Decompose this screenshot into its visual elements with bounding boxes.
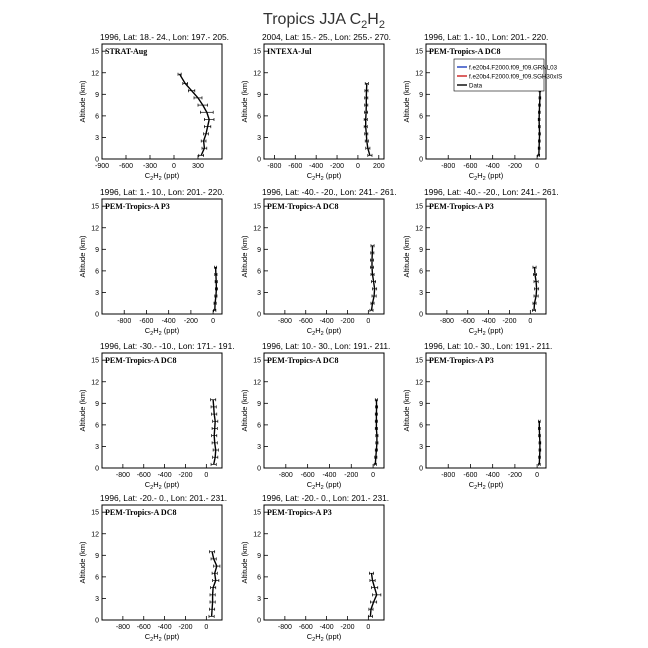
panel-frame (264, 353, 384, 468)
panel-header: 2004, Lat: 15.- 25., Lon: 255.- 270. (262, 32, 391, 42)
campaign-label: INTEXA-Jul (267, 47, 312, 56)
y-tick-label: 3 (257, 134, 261, 142)
x-tick-label: -400 (322, 472, 337, 479)
x-tick-label: -200 (344, 472, 359, 479)
y-tick-label: 15 (253, 203, 261, 211)
campaign-label: PEM-Tropics-A P3 (429, 356, 494, 365)
y-tick-label: 6 (95, 268, 99, 276)
x-tick-label: -800 (278, 472, 293, 479)
y-tick-label: 6 (257, 113, 261, 121)
campaign-label: PEM-Tropics-A DC8 (105, 508, 177, 517)
panel (240, 341, 390, 491)
y-tick-label: 6 (95, 574, 99, 582)
y-tick-label: 15 (253, 48, 261, 56)
x-tick-label: -800 (277, 624, 292, 631)
y-axis-label: Altitude (km) (78, 235, 87, 278)
y-tick-label: 15 (91, 203, 99, 211)
x-tick-label: -400 (485, 163, 500, 170)
x-tick-label: 0 (528, 318, 533, 325)
x-tick-label: 0 (204, 624, 209, 631)
x-tick-label: -800 (267, 163, 282, 170)
y-axis-label: Altitude (km) (78, 389, 87, 432)
y-tick-label: 9 (419, 246, 423, 254)
panel-grid (78, 32, 562, 643)
x-tick-label: -200 (502, 318, 517, 325)
x-tick-label: -800 (439, 318, 454, 325)
x-tick-label: -200 (330, 163, 345, 170)
data-series-line (372, 246, 375, 311)
y-tick-label: 0 (419, 156, 423, 164)
x-tick-label: -400 (309, 163, 324, 170)
x-tick-label: -600 (298, 624, 313, 631)
y-tick-label: 0 (419, 311, 423, 319)
campaign-label: PEM-Tropics-A DC8 (267, 202, 339, 211)
x-axis-label: $C_2H_2$ (ppt) (144, 480, 180, 491)
x-tick-label: -900 (94, 163, 110, 170)
x-tick-label: -400 (319, 624, 334, 631)
y-tick-label: 6 (257, 574, 261, 582)
x-tick-label: 0 (172, 163, 176, 170)
legend-label: Data (469, 82, 483, 90)
x-tick-label: -200 (178, 624, 193, 631)
y-tick-label: 0 (257, 465, 261, 473)
campaign-label: PEM-Tropics-A DC8 (105, 356, 177, 365)
x-axis-label: $C_2H_2$ (ppt) (144, 632, 180, 643)
data-series-line (539, 421, 540, 464)
x-tick-label: 0 (535, 472, 540, 479)
data-series-line (180, 74, 210, 155)
panel (402, 187, 559, 337)
y-axis-label: Altitude (km) (240, 235, 249, 278)
y-tick-label: 6 (419, 113, 423, 121)
y-tick-label: 15 (415, 203, 423, 211)
campaign-label: PEM-Tropics-A P3 (429, 202, 494, 211)
panel-header: 1996, Lat: -20.- 0., Lon: 201.- 231. (100, 493, 228, 503)
y-tick-label: 15 (91, 48, 99, 56)
y-tick-label: 0 (95, 617, 99, 625)
x-axis-label: $C_2H_2$ (ppt) (306, 480, 342, 491)
y-tick-label: 9 (257, 400, 261, 408)
panel-header: 1996, Lat: 18.- 24., Lon: 197.- 205. (100, 32, 229, 42)
x-tick-label: -600 (463, 472, 478, 479)
x-tick-label: 0 (204, 472, 209, 479)
panel (78, 493, 227, 643)
y-axis-label: Altitude (km) (402, 389, 411, 432)
panel-header: 1996, Lat: -20.- 0., Lon: 201.- 231. (262, 493, 390, 503)
panel (240, 32, 391, 182)
panel (78, 32, 229, 182)
panel-header: 1996, Lat: 10.- 30., Lon: 191.- 211. (424, 341, 553, 351)
x-tick-label: -400 (485, 472, 500, 479)
y-tick-label: 9 (95, 400, 99, 408)
campaign-label: PEM-Tropics-A DC8 (267, 356, 339, 365)
x-tick-label: 300 (192, 163, 204, 170)
panel (240, 187, 397, 337)
x-tick-label: -600 (136, 624, 151, 631)
legend-label: f.e20b4.F2000.f09_f09.GRNL03 (469, 64, 558, 72)
y-tick-label: 15 (253, 509, 261, 517)
x-axis-label: $C_2H_2$ (ppt) (306, 632, 342, 643)
y-tick-label: 15 (91, 509, 99, 517)
x-tick-label: 0 (535, 163, 540, 170)
y-tick-label: 3 (95, 595, 99, 603)
panel-frame (102, 505, 222, 620)
x-tick-label: -600 (463, 163, 478, 170)
x-tick-label: -200 (183, 318, 198, 325)
y-tick-label: 12 (253, 379, 261, 387)
campaign-label: PEM-Tropics-A P3 (105, 202, 170, 211)
panel-frame (264, 199, 384, 314)
y-tick-label: 12 (415, 70, 423, 78)
y-tick-label: 9 (95, 91, 99, 99)
x-tick-label: -600 (300, 472, 315, 479)
y-tick-label: 6 (419, 422, 423, 430)
panel (402, 341, 552, 491)
y-tick-label: 0 (95, 156, 99, 164)
y-axis-label: Altitude (km) (78, 541, 87, 584)
x-tick-label: -800 (115, 472, 130, 479)
x-tick-label: -800 (115, 624, 130, 631)
y-tick-label: 0 (257, 311, 261, 319)
y-tick-label: 9 (257, 246, 261, 254)
y-tick-label: 12 (415, 225, 423, 233)
y-tick-label: 9 (257, 552, 261, 560)
panel (240, 493, 389, 643)
y-tick-label: 15 (91, 357, 99, 365)
x-tick-label: -600 (118, 163, 134, 170)
y-tick-label: 3 (257, 595, 261, 603)
x-axis-label: $C_2H_2$ (ppt) (468, 171, 504, 182)
y-tick-label: 15 (253, 357, 261, 365)
y-axis-label: Altitude (km) (240, 389, 249, 432)
y-tick-label: 3 (257, 443, 261, 451)
y-tick-label: 12 (415, 379, 423, 387)
x-tick-label: 200 (372, 163, 385, 170)
data-series-line (366, 84, 370, 156)
y-tick-label: 9 (419, 400, 423, 408)
data-series-line (212, 552, 217, 617)
x-tick-label: -800 (441, 472, 456, 479)
panel-frame (102, 199, 222, 314)
y-tick-label: 0 (95, 465, 99, 473)
x-tick-label: -600 (298, 318, 313, 325)
panel-header: 1996, Lat: -40.- -20., Lon: 241.- 261. (262, 187, 397, 197)
y-tick-label: 6 (95, 113, 99, 121)
x-tick-label: -600 (288, 163, 303, 170)
y-tick-label: 9 (95, 246, 99, 254)
panel-header: 1996, Lat: -40.- -20., Lon: 241.- 261. (424, 187, 559, 197)
x-tick-label: 0 (366, 624, 371, 631)
y-tick-label: 12 (91, 70, 99, 78)
y-axis-label: Altitude (km) (402, 235, 411, 278)
campaign-label: PEM-Tropics-A DC8 (429, 47, 501, 56)
y-tick-label: 0 (257, 617, 261, 625)
x-axis-label: $C_2H_2$ (ppt) (468, 480, 504, 491)
panel (78, 341, 235, 491)
panel-header: 1996, Lat: 10.- 30., Lon: 191.- 211. (262, 341, 391, 351)
y-tick-label: 9 (419, 91, 423, 99)
y-tick-label: 12 (253, 70, 261, 78)
legend-label: f.e20b4.F2000.f09_f09.SGH30xIS (469, 73, 563, 81)
x-tick-label: -200 (507, 163, 522, 170)
y-tick-label: 12 (253, 225, 261, 233)
y-tick-label: 3 (95, 134, 99, 142)
y-tick-label: 9 (95, 552, 99, 560)
panel-frame (426, 199, 546, 314)
x-tick-label: 0 (371, 472, 376, 479)
data-series-line (375, 400, 377, 465)
campaign-label: PEM-Tropics-A P3 (267, 508, 332, 517)
x-tick-label: -400 (157, 624, 172, 631)
y-tick-label: 3 (419, 134, 423, 142)
y-axis-label: Altitude (km) (402, 80, 411, 123)
x-tick-label: -600 (139, 318, 154, 325)
y-tick-label: 6 (257, 422, 261, 430)
x-tick-label: 0 (366, 318, 371, 325)
data-series-line (213, 400, 216, 465)
y-tick-label: 12 (253, 531, 261, 539)
x-tick-label: -400 (481, 318, 496, 325)
x-axis-label: $C_2H_2$ (ppt) (306, 326, 342, 337)
x-tick-label: -200 (507, 472, 522, 479)
x-tick-label: -200 (340, 624, 355, 631)
y-axis-label: Altitude (km) (78, 80, 87, 123)
y-tick-label: 0 (95, 311, 99, 319)
panel-header: 1996, Lat: 1.- 10., Lon: 201.- 220. (100, 187, 225, 197)
y-tick-label: 6 (95, 422, 99, 430)
y-tick-label: 6 (257, 268, 261, 276)
y-tick-label: 12 (91, 379, 99, 387)
y-tick-label: 0 (419, 465, 423, 473)
y-tick-label: 3 (419, 443, 423, 451)
panel (402, 32, 562, 182)
figure-title: Tropics JJA $C_2H_2$ (263, 11, 385, 31)
panel-frame (264, 505, 384, 620)
x-tick-label: -400 (157, 472, 172, 479)
panel-frame (426, 353, 546, 468)
x-axis-label: $C_2H_2$ (ppt) (306, 171, 342, 182)
y-tick-label: 12 (91, 531, 99, 539)
y-tick-label: 0 (257, 156, 261, 164)
y-tick-label: 3 (95, 289, 99, 297)
y-tick-label: 12 (91, 225, 99, 233)
y-tick-label: 9 (257, 91, 261, 99)
y-axis-label: Altitude (km) (240, 541, 249, 584)
x-axis-label: $C_2H_2$ (ppt) (144, 171, 180, 182)
y-tick-label: 3 (257, 289, 261, 297)
y-tick-label: 3 (419, 289, 423, 297)
x-tick-label: 0 (211, 318, 216, 325)
y-axis-label: Altitude (km) (240, 80, 249, 123)
campaign-label: STRAT-Aug (105, 47, 148, 56)
x-tick-label: -400 (319, 318, 334, 325)
x-tick-label: -300 (142, 163, 158, 170)
x-tick-label: -400 (161, 318, 176, 325)
y-tick-label: 3 (95, 443, 99, 451)
data-series-line (539, 91, 540, 156)
x-tick-label: -200 (340, 318, 355, 325)
x-tick-label: -600 (136, 472, 151, 479)
x-tick-label: 0 (355, 163, 360, 170)
panel-header: 1996, Lat: -30.- -10., Lon: 171.- 191. (100, 341, 235, 351)
x-axis-label: $C_2H_2$ (ppt) (468, 326, 504, 337)
y-tick-label: 15 (415, 48, 423, 56)
x-tick-label: -200 (178, 472, 193, 479)
y-tick-label: 6 (419, 268, 423, 276)
x-tick-label: -800 (117, 318, 132, 325)
x-tick-label: -800 (277, 318, 292, 325)
x-axis-label: $C_2H_2$ (ppt) (144, 326, 180, 337)
panel-frame (102, 353, 222, 468)
panel-header: 1996, Lat: 1.- 10., Lon: 201.- 220. (424, 32, 549, 42)
x-tick-label: -600 (460, 318, 475, 325)
panel (78, 187, 224, 337)
y-tick-label: 15 (415, 357, 423, 365)
x-tick-label: -800 (441, 163, 456, 170)
